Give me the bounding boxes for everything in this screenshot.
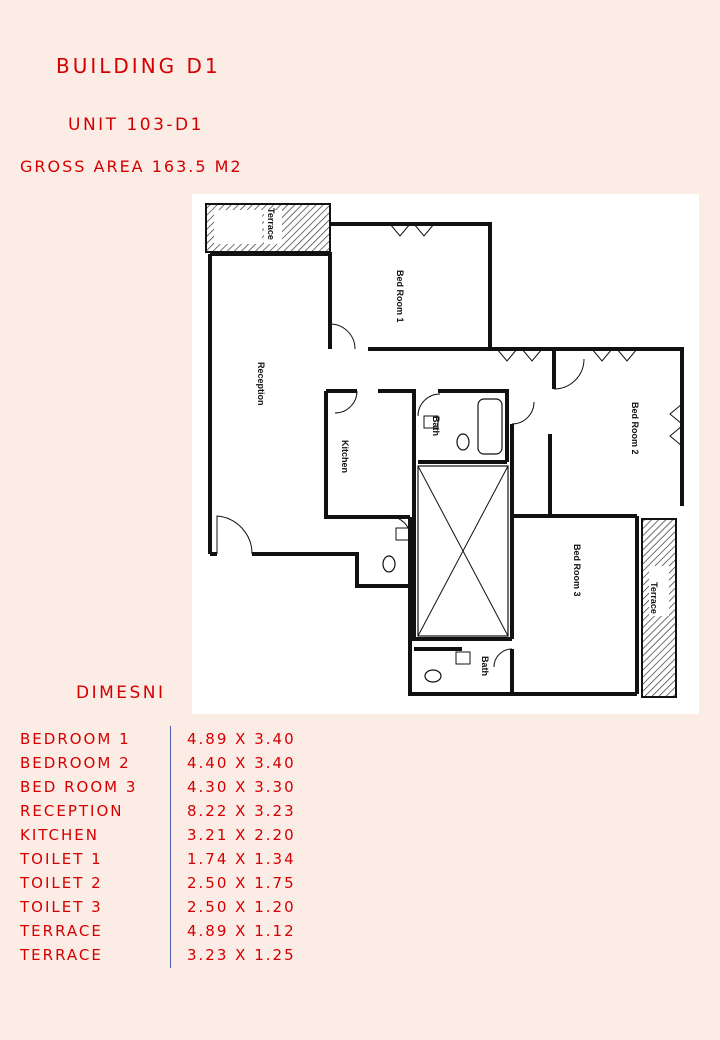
dimension-room: RECEPTION [20,802,124,820]
unit-title: UNIT 103-D1 [68,115,204,135]
label-bedroom-3: Bed Room 3 [572,544,582,597]
label-bath-2: Bath [480,656,490,676]
dimension-room: KITCHEN [20,826,99,844]
dimension-room: TOILET 3 [20,898,103,916]
dimension-size: 4.89 X 3.40 [187,730,296,748]
dimension-size: 2.50 X 1.75 [187,874,296,892]
dimension-row [20,898,350,922]
dimension-size: 4.89 X 1.12 [187,922,296,940]
dimension-size: 2.50 X 1.20 [187,898,296,916]
dimension-row [20,826,350,850]
dimension-size: 3.21 X 2.20 [187,826,296,844]
label-bedroom-1: Bed Room 1 [395,270,405,323]
dimension-row [20,946,350,970]
label-bath-1: Bath [431,416,441,436]
dimension-size: 4.30 X 3.30 [187,778,296,796]
dimension-size: 3.23 X 1.25 [187,946,296,964]
dimensions-heading: DIMESNI [76,683,166,703]
dimension-row [20,874,350,898]
dimension-row [20,802,350,826]
dimension-room: TOILET 2 [20,874,103,892]
walls [210,224,682,694]
dimension-row [20,922,350,946]
dimension-room: BED ROOM 3 [20,778,138,796]
label-terrace-top: Terrace [266,208,276,240]
label-reception: Reception [256,362,266,406]
dimension-row [20,778,350,802]
dimension-row [20,850,350,874]
floor-plan [192,194,699,714]
gross-area: GROSS AREA 163.5 M2 [20,157,243,176]
dimension-row [20,754,350,778]
dimension-size: 4.40 X 3.40 [187,754,296,772]
dimension-size: 1.74 X 1.34 [187,850,296,868]
label-bedroom-2: Bed Room 2 [630,402,640,455]
dimension-room: TOILET 1 [20,850,103,868]
dimension-room: TERRACE [20,922,103,940]
label-kitchen: Kitchen [340,440,350,474]
label-terrace-right: Terrace [649,582,659,614]
dimension-size: 8.22 X 3.23 [187,802,296,820]
floor-plan-drawing [192,194,699,714]
dimension-room: BEDROOM 2 [20,754,131,772]
dimension-room: BEDROOM 1 [20,730,131,748]
dimension-room: TERRACE [20,946,103,964]
building-title: BUILDING D1 [56,54,221,78]
dimension-row [20,730,350,754]
